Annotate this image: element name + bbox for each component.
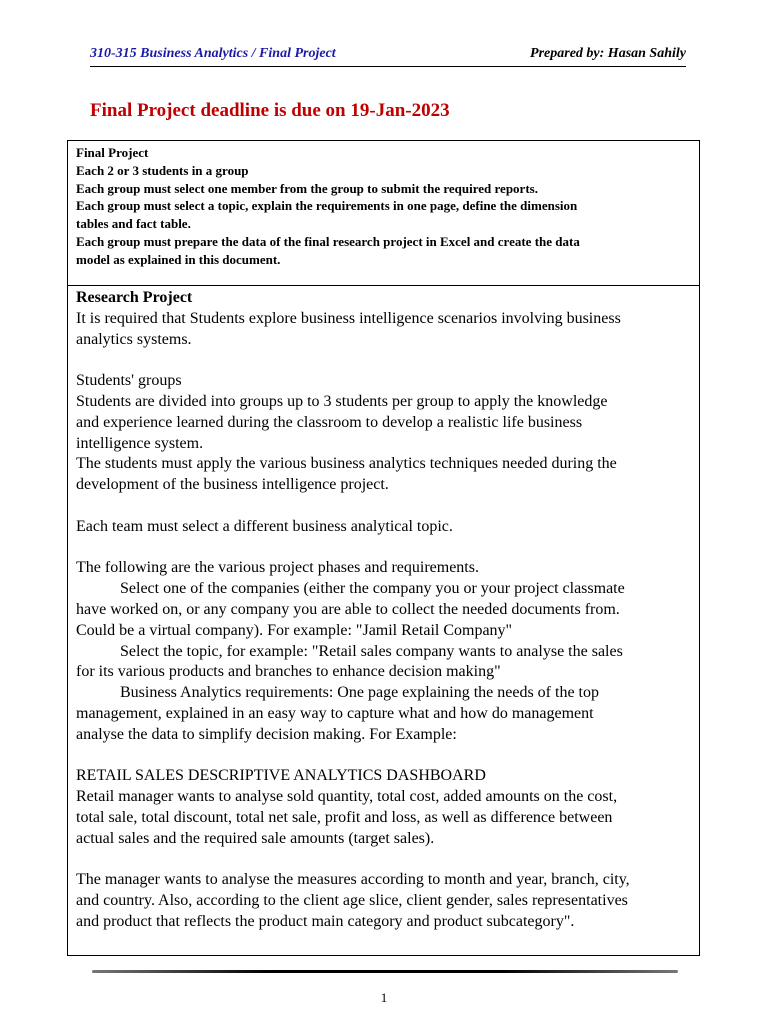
bullet-item-company [76, 579, 691, 600]
bullet-text-line: Could be a virtual company). For example: "Jamil Retail Company" [76, 621, 513, 639]
bullet-text: Select one of the companies (either the company you or your project classmate [120, 580, 625, 598]
summary-line: Each group must select one member from the group to submit the required reports. [76, 180, 538, 196]
paragraph-gap [76, 496, 691, 517]
bullet-text-line: for its various products and branches to enhance decision making" [76, 663, 501, 681]
dashboard-text-line: Retail manager wants to analyse sold quantity, total cost, added amounts on the cost, [76, 788, 618, 806]
summary-box [67, 140, 700, 286]
summary-line: tables and fact table. [76, 216, 191, 232]
deadline-heading: Final Project deadline is due on 19-Jan-2023 [90, 100, 450, 121]
dashboard-text-line: total sale, total discount, total net sale, profit and loss, as well as difference between [76, 808, 613, 826]
prepared-by: Prepared by: Hasan Sahily [530, 46, 686, 61]
manager-text-line: The manager wants to analyse the measures according to month and year, branch, city, [76, 871, 630, 889]
summary-line: Final Project [76, 145, 149, 160]
summary-line: Each group must select a topic, explain the requirements in one page, define the dimension [76, 198, 578, 214]
manager-text-line: and country. Also, according to the client age slice, client gender, sales representatives [76, 892, 628, 910]
groups-title: Students' groups [76, 372, 182, 390]
groups-text-line: The students must apply the various business analytics techniques needed during the [76, 455, 617, 473]
bullet-text-line: have worked on, or any company you are able to collect the needed documents from. [76, 600, 620, 618]
bullet-item-requirements [76, 683, 691, 704]
research-intro-line: analytics systems. [76, 330, 192, 348]
manager-text-line: and product that reflects the product main category and product subcategory". [76, 912, 575, 930]
paragraph-gap [76, 538, 691, 559]
course-title: 310-315 Business Analytics / Final Project [90, 46, 336, 61]
team-topic: Each team must select a different business analytical topic. [76, 517, 453, 535]
footer-divider [92, 970, 678, 973]
phases-intro: The following are the various project phases and requirements. [76, 559, 479, 577]
page-number: 1 [380, 990, 388, 1005]
dashboard-title: RETAIL SALES DESCRIPTIVE ANALYTICS DASHBOARD [76, 767, 486, 785]
page-header [90, 44, 686, 67]
bullet-item-topic [76, 642, 691, 663]
summary-line: model as explained in this document. [76, 251, 281, 267]
bullet-text: Business Analytics requirements: One page explaining the needs of the top [120, 684, 599, 702]
groups-text-line: development of the business intelligence project. [76, 476, 389, 494]
research-box [67, 285, 700, 956]
paragraph-gap [76, 350, 691, 371]
dashboard-text-line: actual sales and the required sale amounts (target sales). [76, 829, 435, 847]
groups-text-line: and experience learned during the classroom to develop a realistic life business [76, 413, 583, 431]
summary-line: Each 2 or 3 students in a group [76, 162, 249, 178]
bullet-text-line: analyse the data to simplify decision making. For Example: [76, 725, 457, 743]
summary-line: Each group must prepare the data of the final research project in Excel and create the data [76, 233, 580, 249]
bullet-text-line: management, explained in an easy way to capture what and how do management [76, 704, 594, 722]
groups-text-line: intelligence system. [76, 434, 204, 452]
research-intro-line: It is required that Students explore business intelligence scenarios involving business [76, 309, 621, 327]
bullet-text: Select the topic, for example: "Retail sales company wants to analyse the sales [120, 642, 623, 660]
paragraph-gap [76, 850, 691, 871]
research-title: Research Project [76, 289, 193, 306]
groups-text-line: Students are divided into groups up to 3 students per group to apply the knowledge [76, 392, 608, 410]
paragraph-gap [76, 746, 691, 767]
